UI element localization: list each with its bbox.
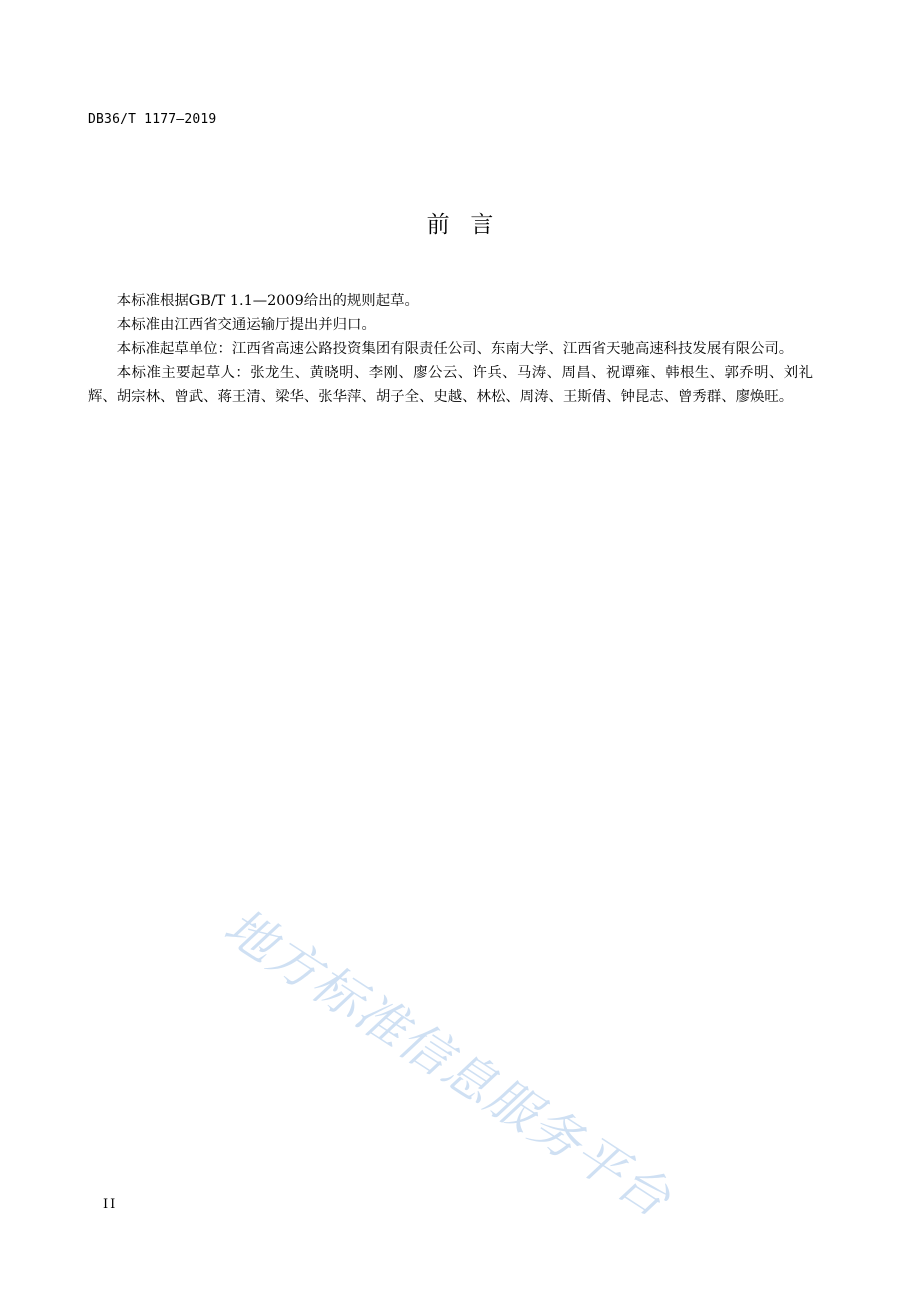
paragraph-drafting-rules: 本标准根据GB/T 1.1—2009给出的规则起草。 (116, 293, 419, 309)
body-text (88, 289, 813, 409)
paragraph-drafters: 本标准主要起草人：张龙生、黄晓明、李刚、廖公云、许兵、马涛、周昌、祝谭雍、韩根生、郭乔明、刘礼辉、胡宗林、曾武、蒋王清、梁华、张华萍、胡子全、史越、林松、周涛、王斯倩、钟昆志、曾秀群、廖焕旺。 (88, 365, 813, 405)
paragraph-drafting-units: 本标准起草单位：江西省高速公路投资集团有限责任公司、东南大学、江西省天驰高速科技发展有限公司。 (116, 341, 794, 357)
paragraph-proposer: 本标准由江西省交通运输厅提出并归口。 (116, 317, 376, 333)
document-code: DB36/T 1177—2019 (88, 112, 217, 127)
page-number: II (103, 1197, 118, 1212)
page-title: 前言 (426, 212, 515, 238)
watermark: 地方标准信息服务平台 (214, 897, 682, 1229)
